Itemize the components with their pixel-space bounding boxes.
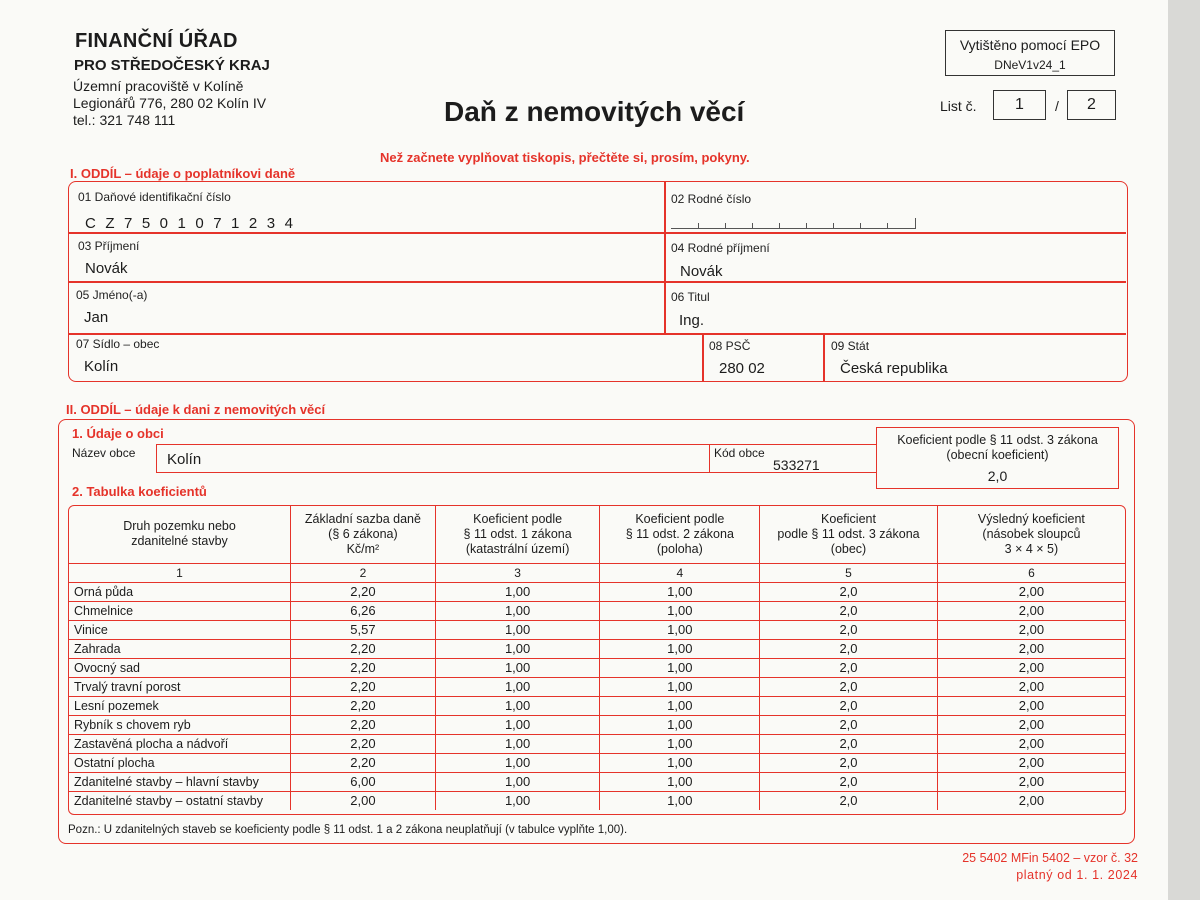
column-header-4 — [600, 506, 760, 563]
coefficient-cell-col6[interactable]: 2,00 — [937, 582, 1125, 601]
coefficient-cell-col6[interactable]: 2,00 — [937, 734, 1125, 753]
table-row — [69, 772, 1125, 791]
rodne-cislo-field[interactable] — [671, 210, 916, 230]
table-row — [69, 791, 1125, 810]
column-header-line: § 11 odst. 1 zákona — [463, 526, 572, 541]
column-header-line: 3 × 4 × 5) — [1004, 541, 1059, 556]
coefficient-cell-col4[interactable]: 1,00 — [600, 791, 760, 810]
coefficient-cell-col3[interactable]: 1,00 — [435, 620, 600, 639]
column-header-6 — [937, 506, 1125, 563]
digit-tick — [860, 223, 861, 228]
office-name: FINANČNÍ ÚŘAD — [75, 30, 238, 52]
land-type-cell: Ovocný sad — [69, 658, 291, 677]
column-header-line: Základní sazba daně — [304, 511, 421, 526]
coefficient-cell-col4[interactable]: 1,00 — [600, 582, 760, 601]
coefficient-cell-col4[interactable]: 1,00 — [600, 601, 760, 620]
coefficient-cell-col4[interactable]: 1,00 — [600, 620, 760, 639]
coefficient-cell-col2[interactable]: 2,20 — [291, 734, 436, 753]
land-type-cell: Vinice — [69, 620, 291, 639]
coefficient-cell-col4[interactable]: 1,00 — [600, 677, 760, 696]
obec-name-value: Kolín — [167, 451, 202, 468]
column-header-line: Výsledný koeficient — [977, 511, 1085, 526]
print-info-code: DNeV1v24_1 — [994, 58, 1066, 72]
coefficient-cell-col2[interactable]: 6,00 — [291, 772, 436, 791]
psc-label: 08 PSČ — [709, 339, 751, 353]
coefficient-cell-col5[interactable]: 2,0 — [760, 791, 938, 810]
form-title: Daň z nemovitých věcí — [444, 96, 745, 127]
coefficient-cell-col2[interactable]: 5,57 — [291, 620, 436, 639]
column-number-row — [69, 563, 1125, 582]
obec-subtitle: 1. Údaje o obci — [72, 426, 164, 441]
column-header-line: (obec) — [830, 541, 867, 556]
obec-coefficient-box — [876, 427, 1119, 489]
coefficient-cell-col6[interactable]: 2,00 — [937, 696, 1125, 715]
coefficient-cell-col2[interactable]: 2,20 — [291, 639, 436, 658]
rodne-cislo-label: 02 Rodné číslo — [671, 192, 752, 206]
psc-field[interactable]: 280 02 — [719, 360, 765, 377]
table-row — [69, 582, 1125, 601]
column-header-line: Koeficient — [821, 511, 876, 526]
coefficient-cell-col3[interactable]: 1,00 — [435, 753, 600, 772]
coefficient-cell-col4[interactable]: 1,00 — [600, 658, 760, 677]
column-number: 6 — [937, 563, 1125, 582]
land-type-cell: Rybník s chovem ryb — [69, 715, 291, 734]
obec-code-value: 533271 — [773, 457, 820, 473]
coefficient-cell-col2[interactable]: 2,20 — [291, 715, 436, 734]
coefficient-cell-col4[interactable]: 1,00 — [600, 715, 760, 734]
column-number: 5 — [760, 563, 938, 582]
dic-field[interactable]: CZ7501071234 — [85, 215, 303, 232]
office-phone: tel.: 321 748 111 — [73, 112, 176, 128]
divider — [69, 333, 1126, 335]
column-number: 4 — [600, 563, 760, 582]
column-header-line: podle § 11 odst. 3 zákona — [777, 526, 920, 541]
land-type-cell: Trvalý travní porost — [69, 677, 291, 696]
coefficient-cell-col6[interactable]: 2,00 — [937, 715, 1125, 734]
obec-coefficient-value[interactable]: 2,0 — [987, 468, 1008, 484]
table-row — [69, 696, 1125, 715]
divider — [69, 232, 1126, 234]
land-type-cell: Zdanitelné stavby – hlavní stavby — [69, 772, 291, 791]
coefficient-cell-col2[interactable]: 2,20 — [291, 753, 436, 772]
coefficient-cell-col6[interactable]: 2,00 — [937, 677, 1125, 696]
column-header-line: Kč/m² — [346, 541, 380, 556]
land-type-cell: Chmelnice — [69, 601, 291, 620]
column-header-line: Koeficient podle — [473, 511, 563, 526]
coefficient-table — [68, 505, 1126, 815]
column-number: 1 — [69, 563, 291, 582]
table-row — [69, 601, 1125, 620]
coefficient-cell-col3[interactable]: 1,00 — [435, 582, 600, 601]
digit-tick — [698, 223, 699, 228]
obec-name-field[interactable] — [156, 444, 709, 473]
stat-field[interactable]: Česká republika — [840, 360, 948, 377]
print-info-box — [945, 30, 1115, 76]
print-info-line1: Vytištěno pomocí EPO — [959, 37, 1101, 53]
column-header-line: (katastrální území) — [465, 541, 570, 556]
section1-box — [68, 181, 1128, 382]
coefficient-cell-col2[interactable]: 2,20 — [291, 677, 436, 696]
coefficient-cell-col3[interactable]: 1,00 — [435, 601, 600, 620]
digit-tick — [752, 223, 753, 228]
divider — [702, 333, 704, 381]
table-header-row — [69, 506, 1125, 563]
land-type-cell: Zahrada — [69, 639, 291, 658]
form-code: 25 5402 MFin 5402 – vzor č. 32 — [962, 851, 1138, 865]
digit-tick — [806, 223, 807, 228]
stat-label: 09 Stát — [831, 339, 870, 353]
column-header-2 — [291, 506, 436, 563]
coefficient-cell-col3[interactable]: 1,00 — [435, 715, 600, 734]
coefficient-cell-col6[interactable]: 2,00 — [937, 772, 1125, 791]
office-address: Legionářů 776, 280 02 Kolín IV — [73, 95, 267, 111]
coefficient-cell-col5[interactable]: 2,0 — [760, 753, 938, 772]
column-header-line: (násobek sloupců — [982, 526, 1081, 541]
coefficient-table-subtitle: 2. Tabulka koeficientů — [72, 484, 207, 499]
coefficient-cell-col2[interactable]: 2,20 — [291, 658, 436, 677]
rodne-cislo-baseline — [671, 228, 916, 229]
coefficient-cell-col6[interactable]: 2,00 — [937, 753, 1125, 772]
digit-tick — [887, 223, 888, 228]
column-header-1 — [69, 506, 291, 563]
section2-title: II. ODDÍL – údaje k dani z nemovitých věcí — [66, 402, 326, 417]
form-validity: platný od 1. 1. 2024 — [1016, 868, 1138, 882]
obec-name-label: Název obce — [72, 446, 136, 460]
land-type-cell: Zdanitelné stavby – ostatní stavby — [69, 791, 291, 810]
rodne-prijmeni-field[interactable]: Novák — [680, 263, 723, 280]
coefficient-cell-col2[interactable]: 2,00 — [291, 791, 436, 810]
sheet-total-field[interactable]: 2 — [1067, 90, 1116, 120]
table-row — [69, 753, 1125, 772]
coefficient-cell-col5[interactable]: 2,0 — [760, 677, 938, 696]
coefficient-cell-col5[interactable]: 2,0 — [760, 601, 938, 620]
coefficient-cell-col3[interactable]: 1,00 — [435, 772, 600, 791]
digit-tick — [725, 223, 726, 228]
coefficient-cell-col2[interactable]: 6,26 — [291, 601, 436, 620]
sheet-separator: / — [1055, 98, 1059, 114]
sidlo-field[interactable]: Kolín — [84, 358, 119, 375]
coefficient-cell-col5[interactable]: 2,0 — [760, 696, 938, 715]
prijmeni-label: 03 Příjmení — [78, 239, 140, 253]
column-header-3 — [435, 506, 600, 563]
column-header-line: (poloha) — [656, 541, 703, 556]
jmeno-field[interactable]: Jan — [84, 309, 109, 326]
table-row — [69, 677, 1125, 696]
column-header-line: Druh pozemku nebo — [123, 519, 236, 534]
digit-tick — [833, 223, 834, 228]
table-row — [69, 734, 1125, 753]
divider — [69, 281, 1126, 283]
coefficient-cell-col2[interactable]: 2,20 — [291, 582, 436, 601]
table-note: Pozn.: U zdanitelných staveb se koeficienty podle § 11 odst. 1 a 2 zákona neuplatňují (v tabulce vyplňte 1,00). — [68, 824, 628, 836]
table-row — [69, 658, 1125, 677]
obec-code-label: Kód obce — [714, 446, 765, 460]
titul-field[interactable]: Ing. — [679, 312, 705, 329]
coefficient-cell-col3[interactable]: 1,00 — [435, 734, 600, 753]
column-number: 3 — [435, 563, 600, 582]
coefficient-cell-col6[interactable]: 2,00 — [937, 620, 1125, 639]
divider — [823, 333, 825, 381]
coefficient-cell-col5[interactable]: 2,0 — [760, 582, 938, 601]
obec-coefficient-sublabel: (obecní koeficient) — [946, 448, 1049, 462]
coefficient-cell-col4[interactable]: 1,00 — [600, 734, 760, 753]
coefficient-cell-col5[interactable]: 2,0 — [760, 639, 938, 658]
rodne-prijmeni-label: 04 Rodné příjmení — [671, 241, 770, 255]
coefficient-cell-col5[interactable]: 2,0 — [760, 734, 938, 753]
coefficient-cell-col3[interactable]: 1,00 — [435, 658, 600, 677]
column-number: 2 — [291, 563, 436, 582]
coefficient-cell-col5[interactable]: 2,0 — [760, 772, 938, 791]
office-region: PRO STŘEDOČESKÝ KRAJ — [74, 57, 270, 74]
prijmeni-field[interactable]: Novák — [85, 260, 128, 277]
office-workplace: Územní pracoviště v Kolíně — [73, 78, 244, 94]
obec-code-field[interactable] — [709, 444, 876, 473]
table-row — [69, 620, 1125, 639]
coefficient-cell-col4[interactable]: 1,00 — [600, 772, 760, 791]
coefficient-cell-col3[interactable]: 1,00 — [435, 639, 600, 658]
land-type-cell: Orná půda — [69, 582, 291, 601]
column-header-5 — [760, 506, 938, 563]
divider — [664, 182, 666, 333]
jmeno-label: 05 Jméno(-a) — [76, 288, 148, 302]
column-header-line: (§ 6 zákona) — [328, 526, 398, 541]
land-type-cell: Ostatní plocha — [69, 753, 291, 772]
coefficient-cell-col3[interactable]: 1,00 — [435, 696, 600, 715]
coefficient-cell-col4[interactable]: 1,00 — [600, 696, 760, 715]
coefficient-cell-col6[interactable]: 2,00 — [937, 791, 1125, 810]
table-row — [69, 639, 1125, 658]
land-type-cell: Zastavěná plocha a nádvoří — [69, 734, 291, 753]
land-type-cell: Lesní pozemek — [69, 696, 291, 715]
table-row — [69, 715, 1125, 734]
dic-label: 01 Daňové identifikační číslo — [78, 190, 231, 204]
sidlo-label: 07 Sídlo – obec — [76, 337, 160, 351]
digit-tick — [915, 218, 916, 228]
coefficient-cell-col3[interactable]: 1,00 — [435, 677, 600, 696]
coefficient-cell-col4[interactable]: 1,00 — [600, 753, 760, 772]
coefficient-cell-col6[interactable]: 2,00 — [937, 658, 1125, 677]
column-header-line: zdanitelné stavby — [131, 534, 228, 549]
obec-coefficient-label: Koeficient podle § 11 odst. 3 zákona — [897, 433, 1098, 447]
coefficient-cell-col5[interactable]: 2,0 — [760, 658, 938, 677]
coefficient-cell-col5[interactable]: 2,0 — [760, 715, 938, 734]
coefficient-cell-col5[interactable]: 2,0 — [760, 620, 938, 639]
titul-label: 06 Titul — [671, 290, 710, 304]
digit-tick — [779, 223, 780, 228]
column-header-line: Koeficient podle — [635, 511, 725, 526]
instructions-note: Než začnete vyplňovat tiskopis, přečtěte si, prosím, pokyny. — [380, 150, 750, 165]
sheet-label: List č. — [940, 98, 977, 114]
coefficient-cell-col4[interactable]: 1,00 — [600, 639, 760, 658]
coefficient-cell-col3[interactable]: 1,00 — [435, 791, 600, 810]
coefficient-cell-col6[interactable]: 2,00 — [937, 601, 1125, 620]
coefficient-cell-col6[interactable]: 2,00 — [937, 639, 1125, 658]
coefficient-cell-col2[interactable]: 2,20 — [291, 696, 436, 715]
column-header-line: § 11 odst. 2 zákona — [625, 526, 734, 541]
section1-title: I. ODDÍL – údaje o poplatníkovi daně — [70, 166, 296, 181]
sheet-current-field[interactable]: 1 — [993, 90, 1046, 120]
